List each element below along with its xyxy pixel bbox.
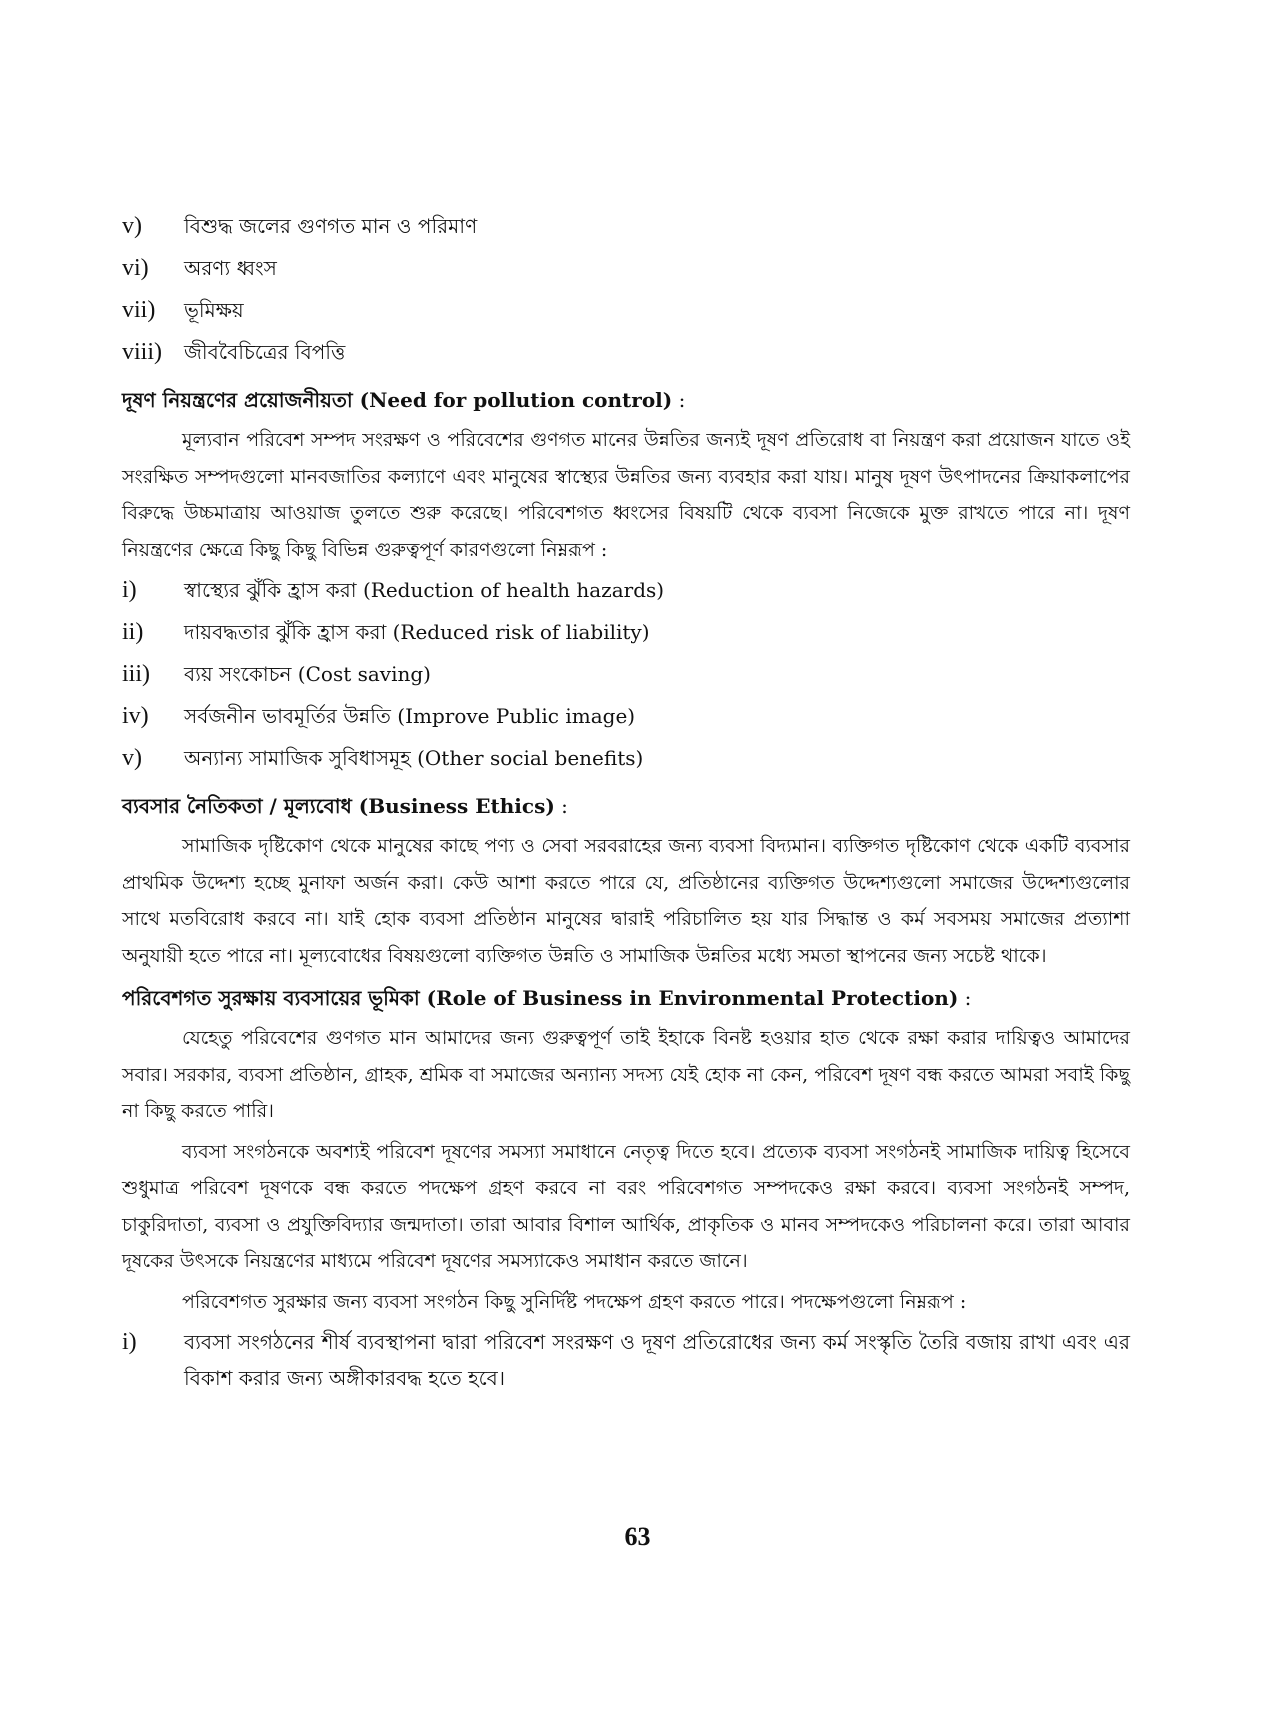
list-item-number: ii) [122,619,144,645]
list-item [122,292,1130,334]
list-item [122,572,1130,614]
list-pollution-reasons [122,572,1130,782]
paragraph: যেহেতু পরিবেশের গুণগত মান আমাদের জন্য গুরুত্বপূর্ণ তাই ইহাকে বিনষ্ট হওয়ার হাত থেকে রক্ষা করার দায়িত্বও আমাদের সবার। সরকার, ব্যবসা প্রতিষ্ঠান, গ্রাহক, শ্রমিক বা সমাজের অন্যান্য সদস্য যেই হোক না কেন, পরিবেশ দূষণ বন্ধ করতে আমরা সবাই কিছু না কিছু করতে পারি। [122,1027,1130,1122]
list-item [122,250,1130,292]
list-item [122,334,1130,376]
list-item-number: i) [122,577,137,603]
list-item-number: iii) [122,661,150,687]
list-item-number: v) [122,213,142,239]
heading-colon: : [672,388,686,412]
list-item-text: অন্যান্য সামাজিক সুবিধাসমূহ (Other social benefits) [184,746,644,770]
list-item-text: সর্বজনীন ভাবমূর্তির উন্নতি (Improve Public image) [184,704,636,728]
list-item [122,614,1130,656]
heading-colon: : [958,986,972,1010]
paragraph: পরিবেশগত সুরক্ষার জন্য ব্যবসা সংগঠন কিছু সুনির্দিষ্ট পদক্ষেপ গ্রহণ করতে পারে। পদক্ষেপগুলো নিম্নরূপ : [182,1290,967,1313]
paragraph: ব্যবসা সংগঠনকে অবশ্যই পরিবেশ দূষণের সমস্যা সমাধানে নেতৃত্ব দিতে হবে। প্রত্যেক ব্যবসা সংগঠনই সামাজিক দায়িত্ব হিসেবে শুধুমাত্র পরিবেশ দূষণকে বন্ধ করতে পদক্ষেপ গ্রহণ করবে না বরং পরিবেশগত সম্পদকেও রক্ষা করবে। ব্যবসা সংগঠনই সম্পদ, চাকুরিদাতা, ব্যবসা ও প্রযুক্তিবিদ্যার জন্মদাতা। তারা আবার বিশাল আর্থিক, প্রাকৃতিক ও মানব সম্পদকেও পরিচালনা করে। তারা আবার দূষকের উৎসকে নিয়ন্ত্রণের মাধ্যমে পরিবেশ দূষণের সমস্যাকেও সমাধান করতে জানে। [122,1140,1130,1272]
page-number: 63 [624,1522,651,1551]
paragraph: মূল্যবান পরিবেশ সম্পদ সংরক্ষণ ও পরিবেশের গুণগত মানের উন্নতির জন্যই দূষণ প্রতিরোধ বা নিয়ন্ত্রণ করা প্রয়োজন যাতে ওই সংরক্ষিত সম্পদগুলো মানবজাতির কল্যাণে এবং মানুষের স্বাস্থ্যের উন্নতির জন্য ব্যবহার করা যায়। মানুষ দূষণ উৎপাদনের ক্রিয়াকলাপের বিরুদ্ধে উচ্চমাত্রায় আওয়াজ তুলতে শুরু করেছে। পরিবেশগত ধ্বংসের বিষয়টি থেকে ব্যবসা নিজেকে মুক্ত রাখতে পারে না। দূষণ নিয়ন্ত্রণের ক্ষেত্রে কিছু কিছু বিভিন্ন গুরুত্বপূর্ণ কারণগুলো নিম্নরূপ : [122,429,1130,561]
list-item-number: v) [122,745,142,771]
list-item-number: i) [122,1329,137,1355]
list-item-text: স্বাস্থ্যের ঝুঁকি হ্রাস করা (Reduction of health hazards) [184,578,665,602]
list-item-number: iv) [122,703,149,729]
list-item-text: জীববৈচিত্রের বিপত্তি [184,340,346,364]
list-item-text: ব্যবসা সংগঠনের শীর্ষ ব্যবস্থাপনা দ্বারা পরিবেশ সংরক্ষণ ও দূষণ প্রতিরোধের জন্য কর্ম সংস্কৃতি তৈরি বজায় রাখা এবং এর বিকাশ করার জন্য অঙ্গীকারবদ্ধ হতে হবে। [184,1330,1130,1390]
list-item-text: ভূমিক্ষয় [184,298,244,322]
list-top [122,208,1130,376]
list-item [122,740,1130,782]
list-item-number: vi) [122,255,149,281]
page-content [122,208,1130,1396]
heading-colon: : [554,794,568,818]
section-title: ব্যবসার নৈতিকতা / মূল্যবোধ (Business Ethics) [122,794,555,818]
list-item-text: ব্যয় সংকোচন (Cost saving) [184,662,431,686]
list-item [122,208,1130,250]
list-item-text: দায়বদ্ধতার ঝুঁকি হ্রাস করা (Reduced risk of liability) [184,620,650,644]
section-heading-environmental-protection [122,980,1130,1016]
list-item-text: বিশুদ্ধ জলের গুণগত মান ও পরিমাণ [184,214,478,238]
section-heading-pollution-control [122,382,1130,418]
list-item-text: অরণ্য ধ্বংস [184,256,277,280]
list-item [122,656,1130,698]
list-item [122,698,1130,740]
paragraph: সামাজিক দৃষ্টিকোণ থেকে মানুষের কাছে পণ্য ও সেবা সরবরাহের জন্য ব্যবসা বিদ্যমান। ব্যক্তিগত দৃষ্টিকোণ থেকে একটি ব্যবসার প্রাথমিক উদ্দেশ্য হচ্ছে মুনাফা অর্জন করা। কেউ আশা করতে পারে যে, প্রতিষ্ঠানের ব্যক্তিগত উদ্দেশ্যগুলো সমাজের উদ্দেশ্যগুলোর সাথে মতবিরোধ করবে না। যাই হোক ব্যবসা প্রতিষ্ঠান মানুষের দ্বারাই পরিচালিত হয় যার সিদ্ধান্ত ও কর্ম সবসময় সমাজের প্রত্যাশা অনুযায়ী হতে পারে না। মূল্যবোধের বিষয়গুলো ব্যক্তিগত উন্নতি ও সামাজিক উন্নতির মধ্যে সমতা স্থাপনের জন্য সচেষ্ট থাকে। [122,835,1130,967]
section-title: দূষণ নিয়ন্ত্রণের প্রয়োজনীয়তা (Need for pollution control) [122,388,673,412]
list-item-number: vii) [122,297,156,323]
list-item [122,1324,1130,1396]
section-heading-business-ethics [122,788,1130,824]
section-title: পরিবেশগত সুরক্ষায় ব্যবসায়ের ভূমিকা (Role of Business in Environmental Protection) [122,986,959,1010]
list-item-number: viii) [122,339,162,365]
